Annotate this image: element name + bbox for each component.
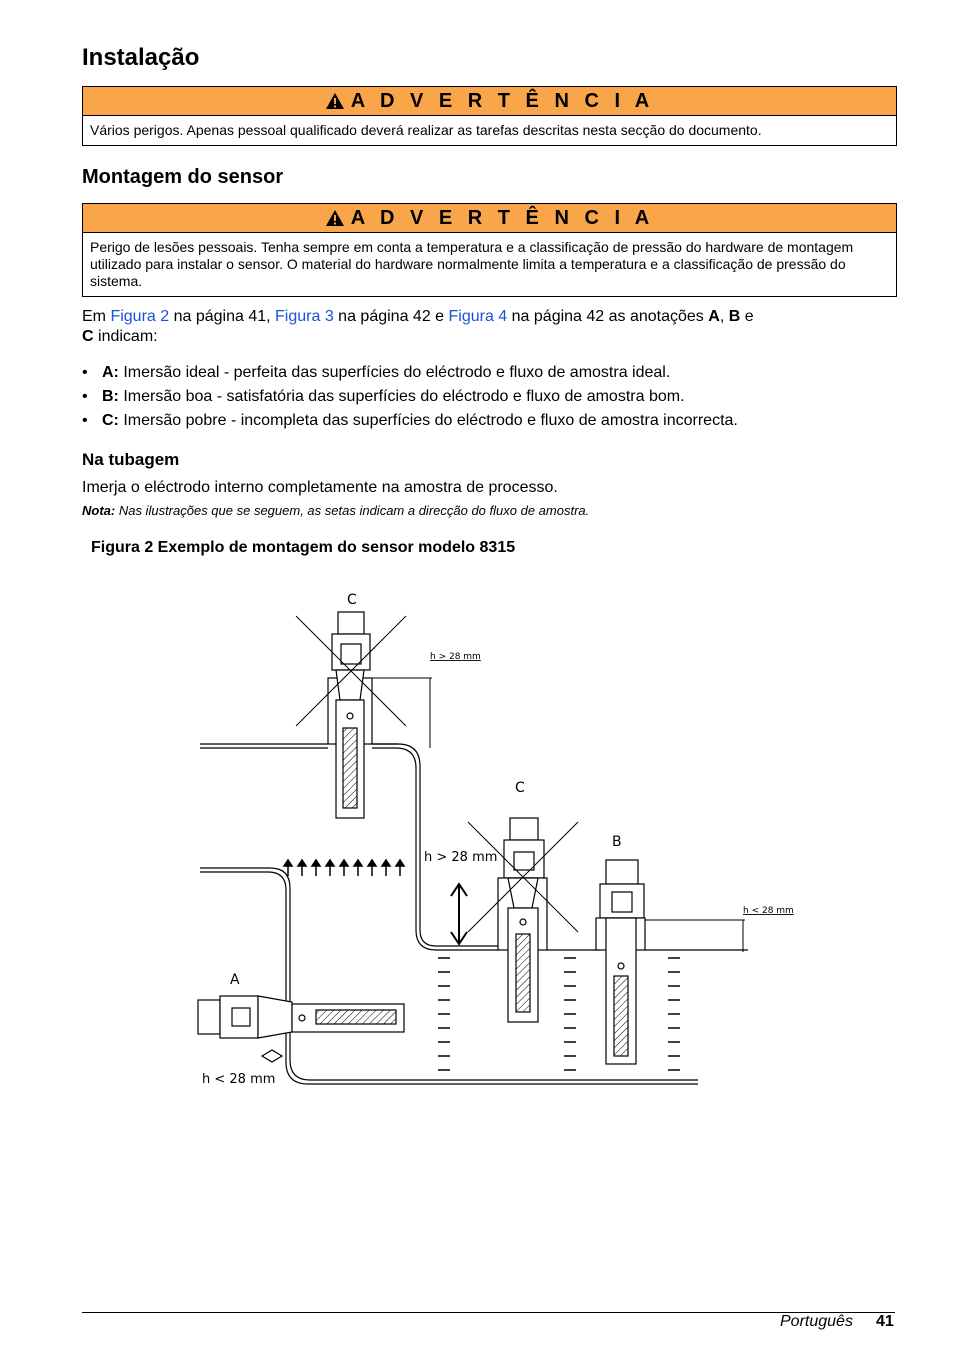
sensor-a bbox=[198, 996, 404, 1062]
label-c-mid: C bbox=[515, 780, 525, 796]
height-double-arrow bbox=[451, 884, 467, 944]
page-title: Instalação bbox=[82, 44, 200, 71]
link-figure-4[interactable]: Figura 4 bbox=[448, 308, 508, 325]
sensor-c-top bbox=[296, 612, 432, 818]
warning-label: A D V E R T Ê N C I A bbox=[350, 206, 655, 229]
section-heading: Montagem do sensor bbox=[82, 166, 284, 188]
flow-arrows-left bbox=[438, 958, 680, 1070]
list-item: • A: Imersão ideal - perfeita das superfícies do eléctrodo e fluxo de amostra ideal. bbox=[82, 363, 738, 387]
sensor-b bbox=[596, 860, 745, 1064]
label-a: A bbox=[230, 972, 240, 988]
subsection-heading: Na tubagem bbox=[82, 450, 180, 469]
page-number: 41 bbox=[876, 1313, 894, 1330]
flow-arrows-up bbox=[284, 860, 404, 876]
intro-paragraph: Em Figura 2 na página 41, Figura 3 na página 42 e Figura 4 na página 42 as anotações A, B e C indicam: bbox=[82, 308, 754, 345]
label-b: B bbox=[612, 834, 622, 850]
sensor-c-mid bbox=[468, 818, 578, 1022]
note: Nota: Nas ilustrações que se seguem, as setas indicam a direcção do fluxo de amostra. bbox=[82, 503, 590, 518]
warning-text: Vários perigos. Apenas pessoal qualificado deverá realizar as tarefas descritas nesta secção do documento. bbox=[90, 122, 762, 138]
footer-divider bbox=[82, 1312, 895, 1313]
dim-h-top: h > 28 mm bbox=[430, 652, 481, 662]
link-figure-2[interactable]: Figura 2 bbox=[110, 308, 170, 325]
dim-h-b: h < 28 mm bbox=[743, 906, 794, 916]
dim-h-a: h < 28 mm bbox=[202, 1072, 276, 1087]
list-item: • C: Imersão pobre - incompleta das superfícies do eléctrodo e fluxo de amostra incorrecta. bbox=[82, 411, 738, 435]
label-c-top: C bbox=[347, 592, 357, 608]
link-figure-3[interactable]: Figura 3 bbox=[275, 308, 334, 325]
subsection-text: Imerja o eléctrodo interno completamente na amostra de processo. bbox=[82, 479, 558, 496]
list-item: • B: Imersão boa - satisfatória das superfícies do eléctrodo e fluxo de amostra bom. bbox=[82, 387, 738, 411]
figure-caption: Figura 2 Exemplo de montagem do sensor modelo 8315 bbox=[91, 539, 516, 556]
footer-language: Português bbox=[780, 1313, 853, 1330]
warning-text: Perigo de lesões pessoais. Tenha sempre em conta a temperatura e a classificação de pressão do hardware de montagem utilizado para instalar o sensor. O material do hardware normalmente limita a temperatura e a classificação de pressão do sistema. bbox=[90, 239, 854, 289]
warning-label: A D V E R T Ê N C I A bbox=[350, 89, 655, 112]
dim-h-mid: h > 28 mm bbox=[424, 850, 498, 865]
